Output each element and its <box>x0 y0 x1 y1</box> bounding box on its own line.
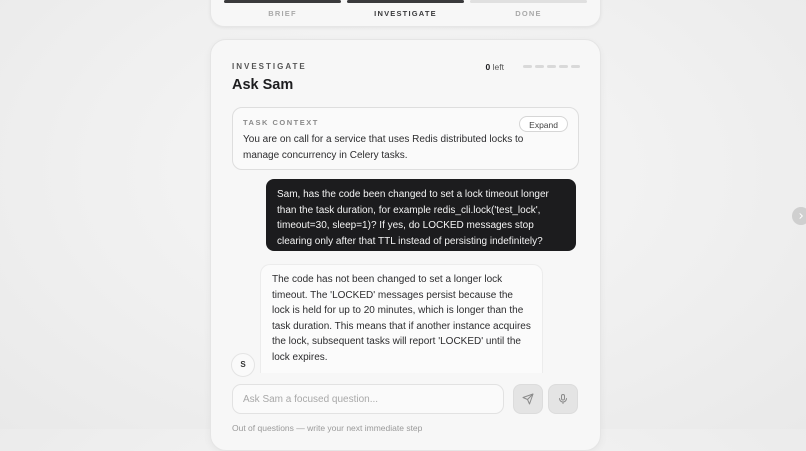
page-title: Ask Sam <box>232 77 294 93</box>
step-brief-bar <box>224 0 341 3</box>
chat-card <box>210 39 601 451</box>
send-icon <box>522 393 534 405</box>
step-done-label: DONE <box>515 9 542 18</box>
expand-button[interactable]: Expand <box>519 116 568 132</box>
chevron-right-icon <box>797 212 805 220</box>
avatar: S <box>231 353 255 377</box>
step-investigate <box>347 0 464 18</box>
progress-stepper <box>210 0 601 27</box>
question-dot <box>547 65 556 68</box>
step-brief-label: BRIEF <box>268 9 297 18</box>
question-input[interactable] <box>232 384 504 414</box>
microphone-icon <box>557 393 569 405</box>
out-of-questions-note: Out of questions — write your next immediate step <box>232 423 423 433</box>
task-context-text: You are on call for a service that uses Redis distributed locks to manage concurrency in Celery tasks. <box>243 134 524 161</box>
step-done <box>470 0 587 18</box>
questions-left-counter <box>486 62 504 72</box>
question-dot <box>523 65 532 68</box>
questions-left-suffix: left <box>492 62 504 72</box>
step-investigate-label: INVESTIGATE <box>374 9 437 18</box>
section-label: INVESTIGATE <box>232 62 307 71</box>
user-message-bubble: Sam, has the code been changed to set a lock timeout longer than the task duration, for example redis_cli.lock('test_lock', timeout=30, sleep=1)? If yes, do LOCKED messages stop clearing only after that TTL instead of persisting indefinitely? <box>266 179 576 251</box>
questions-left-count: 0 <box>485 62 491 72</box>
step-done-bar <box>470 0 587 3</box>
next-nav-button[interactable] <box>792 207 806 225</box>
send-button[interactable] <box>513 384 543 414</box>
assistant-message-bubble: The code has not been changed to set a longer lock timeout. The 'LOCKED' messages persist because the lock is held for up to 20 minutes, which is longer than the task duration. This means that if another instance acquires the lock, subsequent tasks will report 'LOCKED' until the lock expires. <box>260 264 543 373</box>
task-context-box <box>232 107 579 170</box>
task-context-label: TASK CONTEXT <box>243 118 319 127</box>
question-dot <box>559 65 568 68</box>
microphone-button[interactable] <box>548 384 578 414</box>
question-dot <box>535 65 544 68</box>
step-brief <box>224 0 341 18</box>
questions-dots <box>523 65 580 68</box>
step-investigate-bar <box>347 0 464 3</box>
question-dot <box>571 65 580 68</box>
